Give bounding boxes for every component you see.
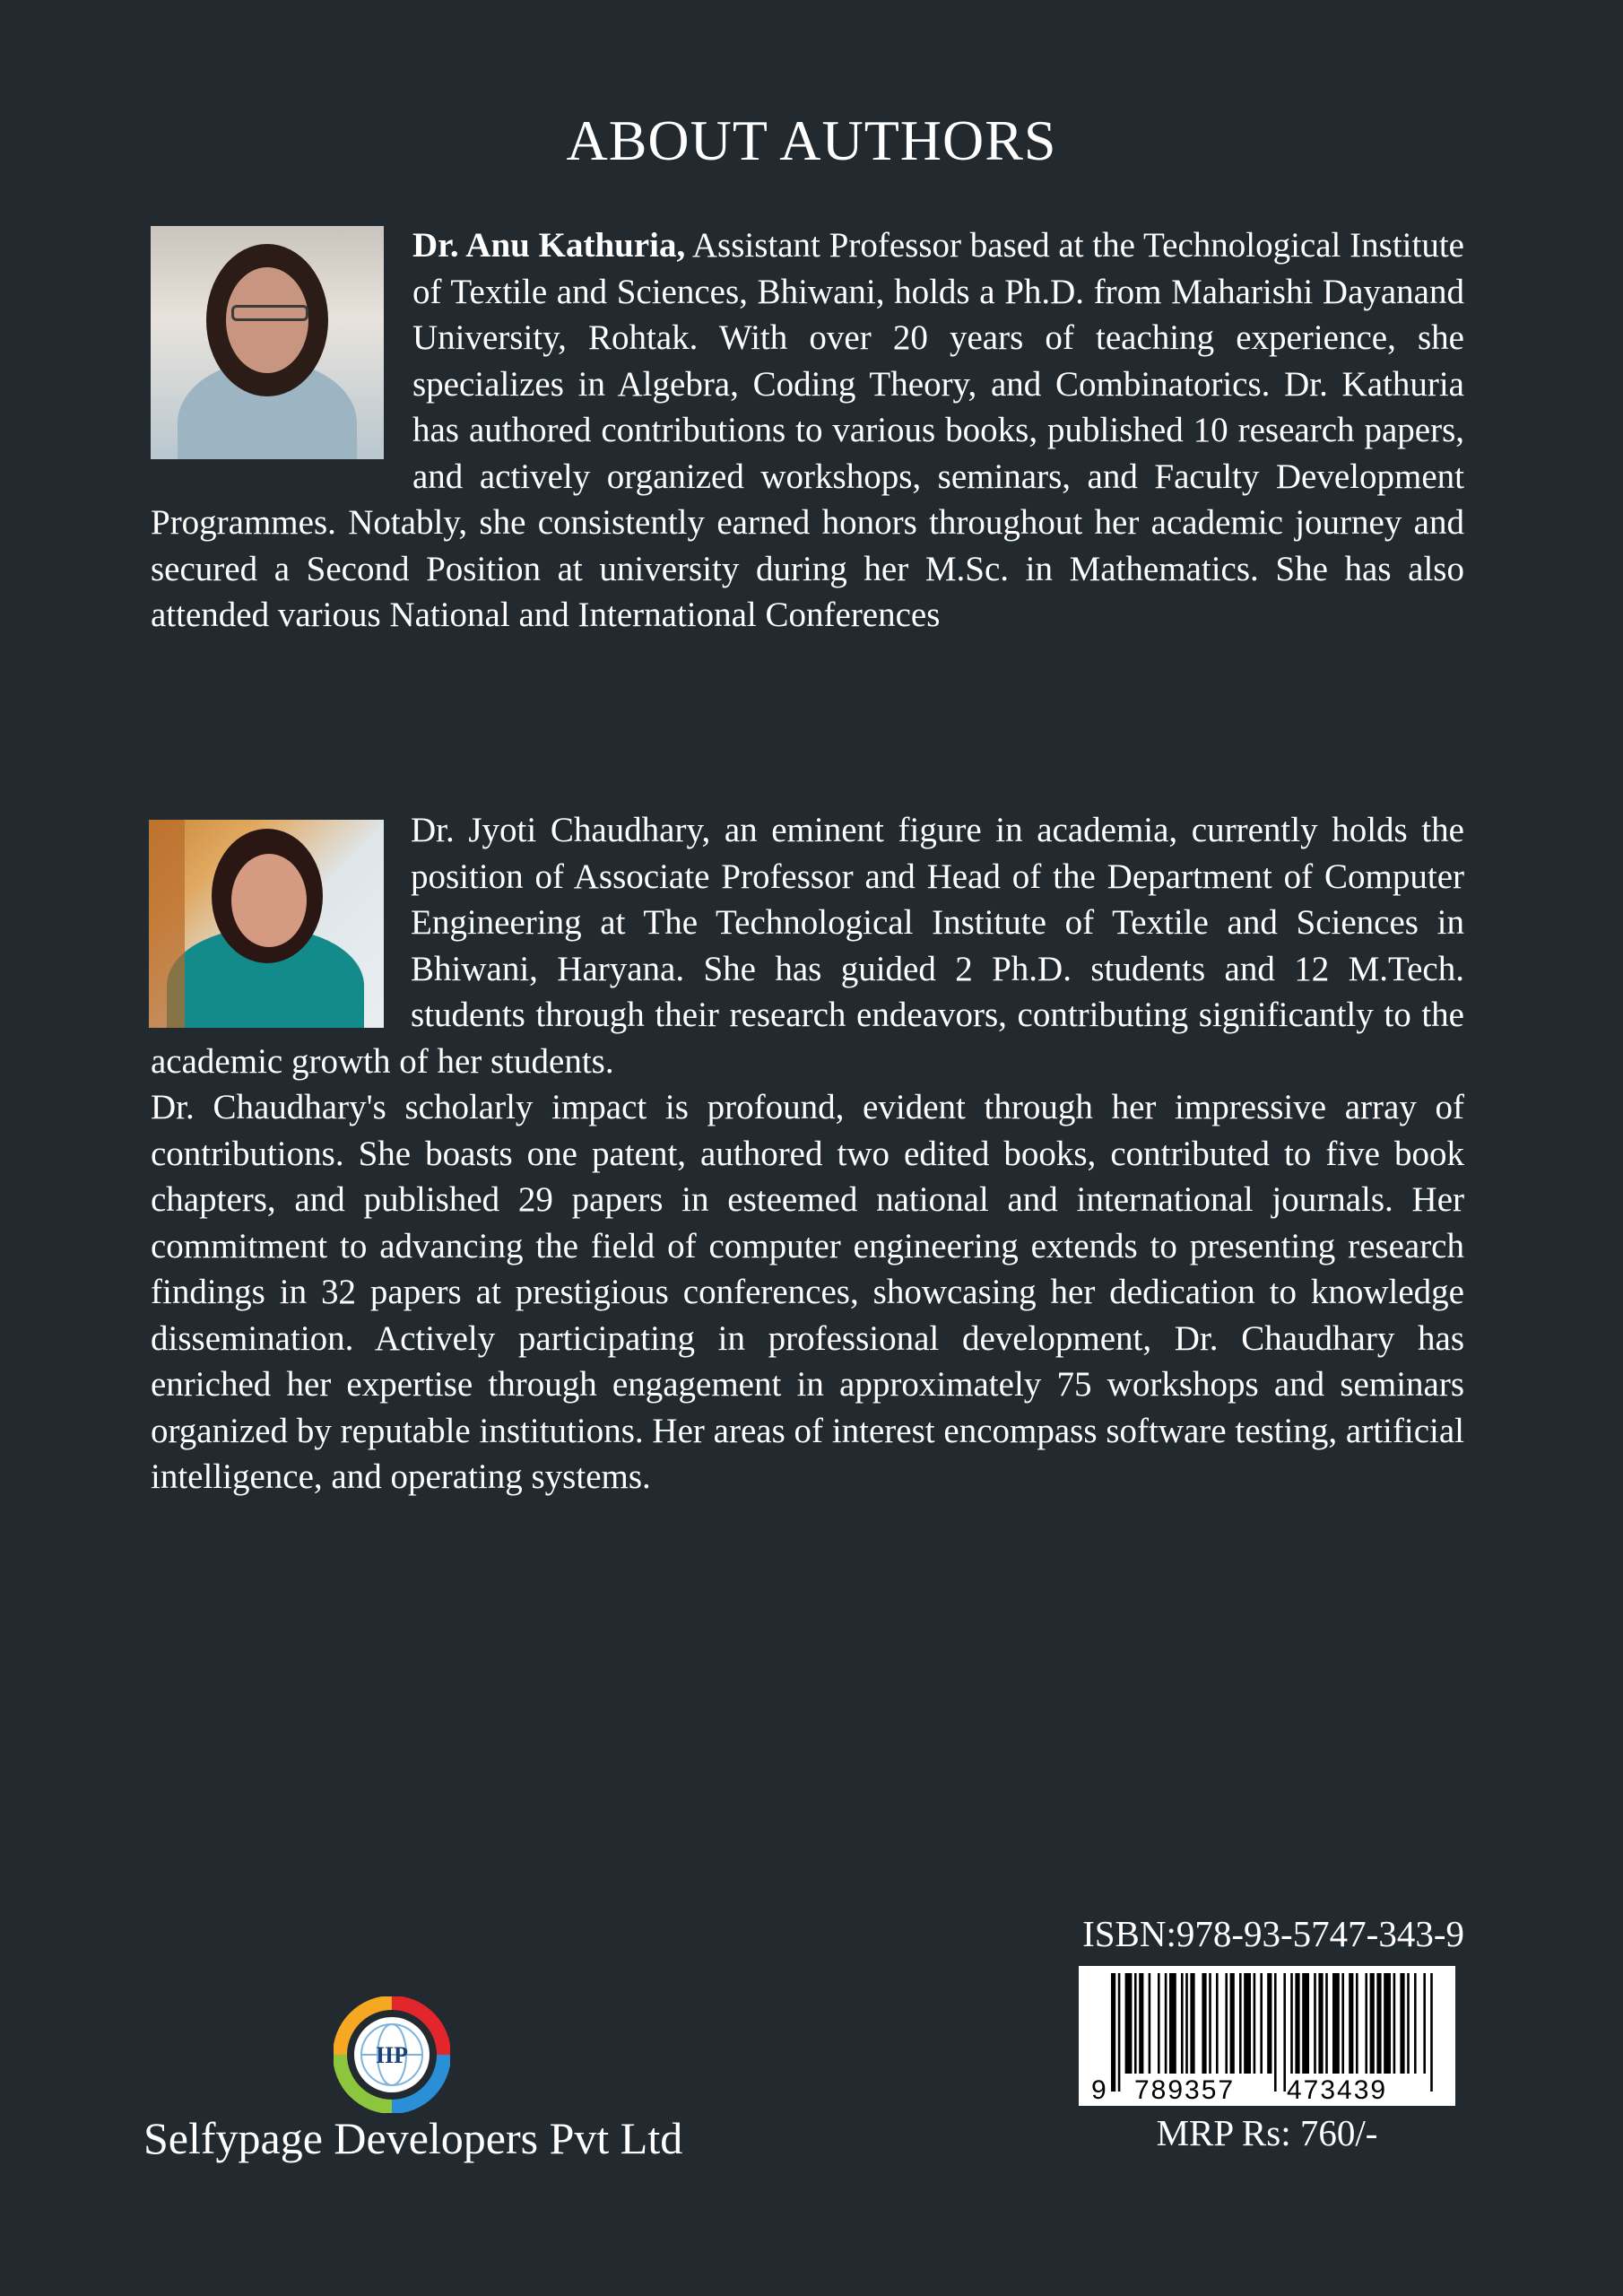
page-title: ABOUT AUTHORS	[566, 109, 1057, 172]
barcode-bar	[1295, 1973, 1299, 2074]
author-bio-kathuria-body: Assistant Professor based at the Technological Institute of Textile and Sciences, Bhiwani, holds a Ph.D. from Maharishi Dayanand University, Rohtak. With over 20 years of teaching experience, she specializes in Algebra, Coding Theory, and Combinatorics. Dr. Kathuria has authored contributions to various books, published 10 research papers, and actively organized workshops, seminars, and Faculty Development Programmes. Notably, she consistently earned honors throughout her academic journey and secured a Second Position at university during her M.Sc. in Mathematics. She has also attended various National and International Conferences	[151, 226, 1464, 634]
barcode-bar	[1111, 1973, 1115, 2092]
barcode-bar	[1356, 1973, 1358, 2074]
publisher-name: Selfypage Developers Pvt Ltd	[143, 2113, 683, 2163]
barcode-bar	[1244, 1973, 1251, 2074]
barcode-bar	[1260, 1973, 1263, 2074]
barcode-bar	[1314, 1973, 1316, 2074]
barcode-bar	[1393, 1973, 1396, 2074]
barcode-bar	[1318, 1973, 1323, 2074]
author-bio-chaudhary-para2: Dr. Chaudhary's scholarly impact is profound, evident through her impressive array of contributions. She boasts one patent, authored two edited books, contributed to five book chapters, and published 29 papers in esteemed national and international journals. Her commitment to advancing the field of computer engineering extends to presenting research findings in 32 papers at prestigious conferences, showcasing her dedication to knowledge dissemination. Actively participating in professional development, Dr. Chaudhary has enriched her expertise through engagement in approximately 75 workshops and seminars organized by reputable institutions. Her areas of interest encompass software testing, artificial intelligence, and operating systems.	[151, 1088, 1464, 1496]
barcode-bar	[1165, 1973, 1167, 2074]
barcode-bar	[1134, 1973, 1137, 2074]
author-photo-chaudhary	[149, 820, 384, 1028]
barcode-bar	[1230, 1973, 1235, 2074]
barcode-bar	[1225, 1973, 1228, 2074]
barcode-bar	[1202, 1973, 1206, 2074]
author-bio-kathuria	[151, 222, 1464, 639]
barcode-bar	[1190, 1973, 1194, 2074]
barcode-bars	[1079, 1966, 1455, 2106]
barcode-bar	[1283, 1973, 1286, 2092]
barcode-bar	[1239, 1973, 1242, 2074]
globe-ring-logo-icon	[334, 1996, 450, 2113]
barcode-bar	[1384, 1973, 1391, 2074]
barcode-bar	[1125, 1973, 1133, 2074]
barcode-bar	[1118, 1973, 1121, 2092]
barcode-bar	[1209, 1973, 1211, 2074]
barcode-bar	[1158, 1973, 1160, 2074]
barcode-bar	[1216, 1973, 1219, 2074]
barcode-bar	[1169, 1973, 1176, 2074]
barcode-bar	[1341, 1973, 1344, 2074]
logo-text: IIP	[375, 2042, 409, 2068]
barcode-bar	[1370, 1973, 1375, 2074]
author-name-kathuria: Dr. Anu Kathuria,	[412, 226, 686, 265]
barcode-digits-group1: 789357	[1134, 2075, 1236, 2105]
barcode-bar	[1332, 1973, 1340, 2074]
barcode-bar	[1400, 1973, 1404, 2074]
barcode-bar	[1139, 1973, 1143, 2074]
barcode-bar	[1349, 1973, 1353, 2074]
author-photo-kathuria	[151, 226, 384, 459]
barcode-digits-group2: 473439	[1287, 2075, 1388, 2105]
mrp-price: MRP Rs: 760/-	[1156, 2112, 1378, 2153]
author-bio-chaudhary	[151, 807, 1464, 1500]
barcode-bar	[1376, 1973, 1381, 2074]
barcode-bar	[1414, 1973, 1417, 2074]
isbn-label: ISBN:978-93-5747-343-9	[1082, 1913, 1464, 1954]
barcode-bar	[1185, 1973, 1188, 2074]
barcode-bar	[1365, 1973, 1367, 2074]
barcode-bar	[1274, 1973, 1277, 2092]
barcode-bar	[1407, 1973, 1410, 2074]
barcode-bar	[1423, 1973, 1426, 2074]
barcode-bar	[1302, 1973, 1309, 2074]
barcode-bar	[1290, 1973, 1293, 2074]
isbn-barcode	[1079, 1966, 1455, 2106]
barcode-digit-first: 9	[1091, 2075, 1107, 2105]
author-bio-chaudhary-para1: Dr. Jyoti Chaudhary, an eminent figure in academia, currently holds the position of Associate Professor and Head of the Department of Computer Engineering at The Technological Institute of Textile and Sciences in Bhiwani, Haryana. She has guided 2 Ph.D. students and 12 M.Tech. students through their research endeavors, contributing significantly to the academic growth of her students.	[151, 811, 1464, 1081]
barcode-bar	[1181, 1973, 1184, 2074]
barcode-bar	[1430, 1973, 1433, 2092]
barcode-bar	[1267, 1973, 1271, 2074]
barcode-bar	[1149, 1973, 1151, 2074]
barcode-bar	[1325, 1973, 1328, 2074]
barcode-bar	[1254, 1973, 1256, 2074]
